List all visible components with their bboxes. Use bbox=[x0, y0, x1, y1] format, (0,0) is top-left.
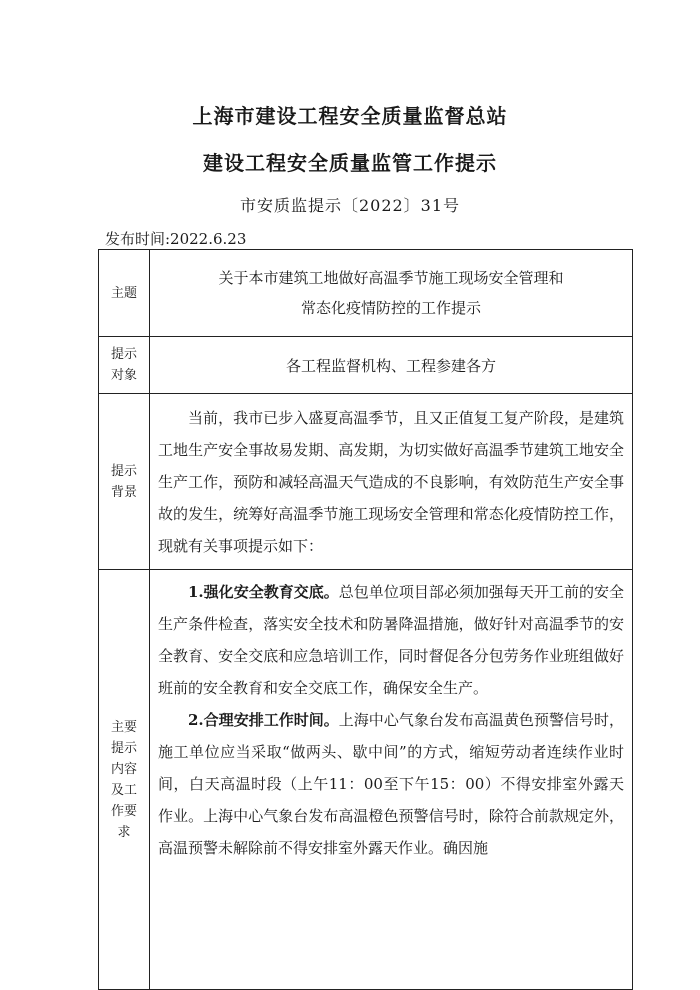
publish-date: 发布时间:2022.6.23 bbox=[105, 230, 247, 248]
main-label-line-1: 主要 bbox=[110, 719, 137, 735]
subject-line-2: 常态化疫情防控的工作提示 bbox=[300, 299, 481, 317]
requirement-text-2: 上海中心气象台发布高温黄色预警信号时，施工单位应当采取“做两头、歇中间”的方式，缩短劳动者连续作业时间，白天高温时段（上午11：00至下午15：00）不得安排室外露天作业。上海中心气象台发布高温橙色预警信号时，除符合前款规定外，高温预警未解除前不得安排室外露天作业。确因施 bbox=[158, 711, 624, 857]
subject-content bbox=[150, 250, 633, 337]
main-label-line-2: 提示 bbox=[110, 740, 137, 756]
document-number: 市安质监提示〔2022〕31号 bbox=[239, 196, 461, 215]
main-label-line-6: 求 bbox=[117, 824, 131, 840]
main-label-line-4: 及工 bbox=[110, 782, 137, 798]
target-row bbox=[99, 337, 633, 394]
main-label-line-3: 内容 bbox=[110, 761, 137, 777]
main-label-line-5: 作要 bbox=[110, 803, 137, 819]
requirement-item-1 bbox=[158, 576, 624, 704]
target-label bbox=[99, 337, 150, 394]
requirement-text-1: 总包单位项目部必须加强每天开工前的安全生产条件检查，落实安全技术和防暑降温措施，做好针对高温季节的安全教育、安全交底和应急培训工作，同时督促各分包劳务作业班组做好班前的安全教育和安全交底工作，确保安全生产。 bbox=[158, 583, 624, 697]
main-content-label bbox=[99, 570, 150, 990]
notice-table bbox=[98, 249, 633, 990]
main-content bbox=[150, 570, 633, 990]
subject-line-1: 关于本市建筑工地做好高温季节施工现场安全管理和 bbox=[218, 269, 564, 287]
requirement-item-2 bbox=[158, 704, 624, 864]
background-row bbox=[99, 394, 633, 570]
background-label-line-2: 背景 bbox=[110, 484, 137, 500]
target-label-line-2: 对象 bbox=[110, 368, 137, 383]
requirement-heading-1: 1.强化安全教育交底。 bbox=[188, 583, 339, 601]
subject-row bbox=[99, 250, 633, 337]
agency-title: 上海市建设工程安全质量监督总站 bbox=[192, 104, 508, 128]
main-content-row bbox=[99, 570, 633, 990]
background-paragraph: 当前，我市已步入盛夏高温季节，且又正值复工复产阶段，是建筑工地生产安全事故易发期、高发期，为切实做好高温季节建筑工地安全生产工作，预防和减轻高温天气造成的不良影响，有效防范生产安全事故的发生，统筹好高温季节施工现场安全管理和常态化疫情防控工作，现就有关事项提示如下： bbox=[158, 408, 624, 555]
subject-label: 主题 bbox=[99, 250, 150, 337]
target-content: 各工程监督机构、工程参建各方 bbox=[150, 337, 633, 394]
background-content bbox=[150, 394, 633, 570]
target-label-line-1: 提示 bbox=[110, 347, 137, 362]
requirement-heading-2: 2.合理安排工作时间。 bbox=[188, 711, 339, 729]
background-label-line-1: 提示 bbox=[110, 463, 137, 479]
background-label bbox=[99, 394, 150, 570]
document-title: 建设工程安全质量监管工作提示 bbox=[203, 151, 497, 175]
